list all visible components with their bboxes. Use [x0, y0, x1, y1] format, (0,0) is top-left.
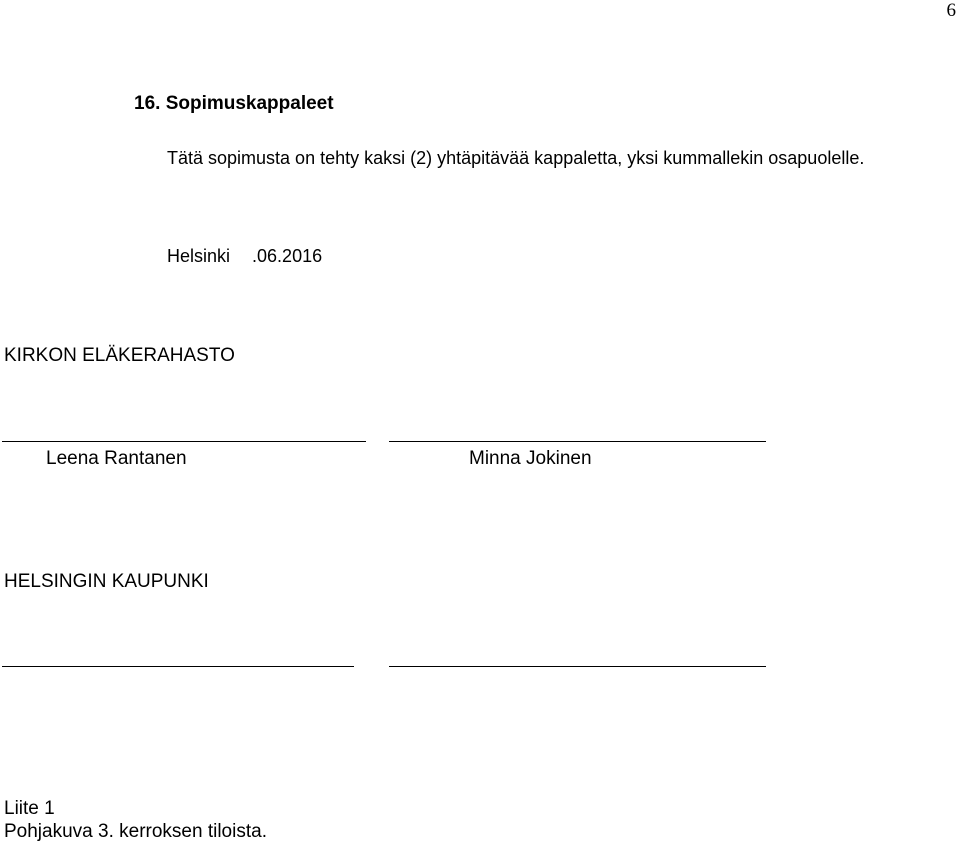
place: Helsinki	[167, 246, 231, 266]
place-and-date	[167, 246, 322, 267]
attachment-description: Pohjakuva 3. kerroksen tiloista.	[4, 821, 267, 842]
section-heading: 16. Sopimuskappaleet	[134, 93, 334, 114]
section-paragraph: Tätä sopimusta on tehty kaksi (2) yhtäpitävää kappaletta, yksi kummallekin osapuolelle.	[167, 148, 865, 168]
signatory-1: Leena Rantanen	[46, 448, 187, 469]
party1-name: KIRKON ELÄKERAHASTO	[4, 345, 235, 366]
page-number: 6	[946, 0, 956, 21]
signature-line-4	[389, 666, 766, 667]
date: .06.2016	[252, 246, 323, 266]
party2-name: HELSINGIN KAUPUNKI	[4, 571, 209, 592]
signature-line-2	[389, 441, 766, 442]
signatory-2: Minna Jokinen	[469, 448, 592, 469]
attachment-label: Liite 1	[4, 798, 55, 819]
signature-line-1	[2, 441, 366, 442]
signature-line-3	[2, 666, 354, 667]
